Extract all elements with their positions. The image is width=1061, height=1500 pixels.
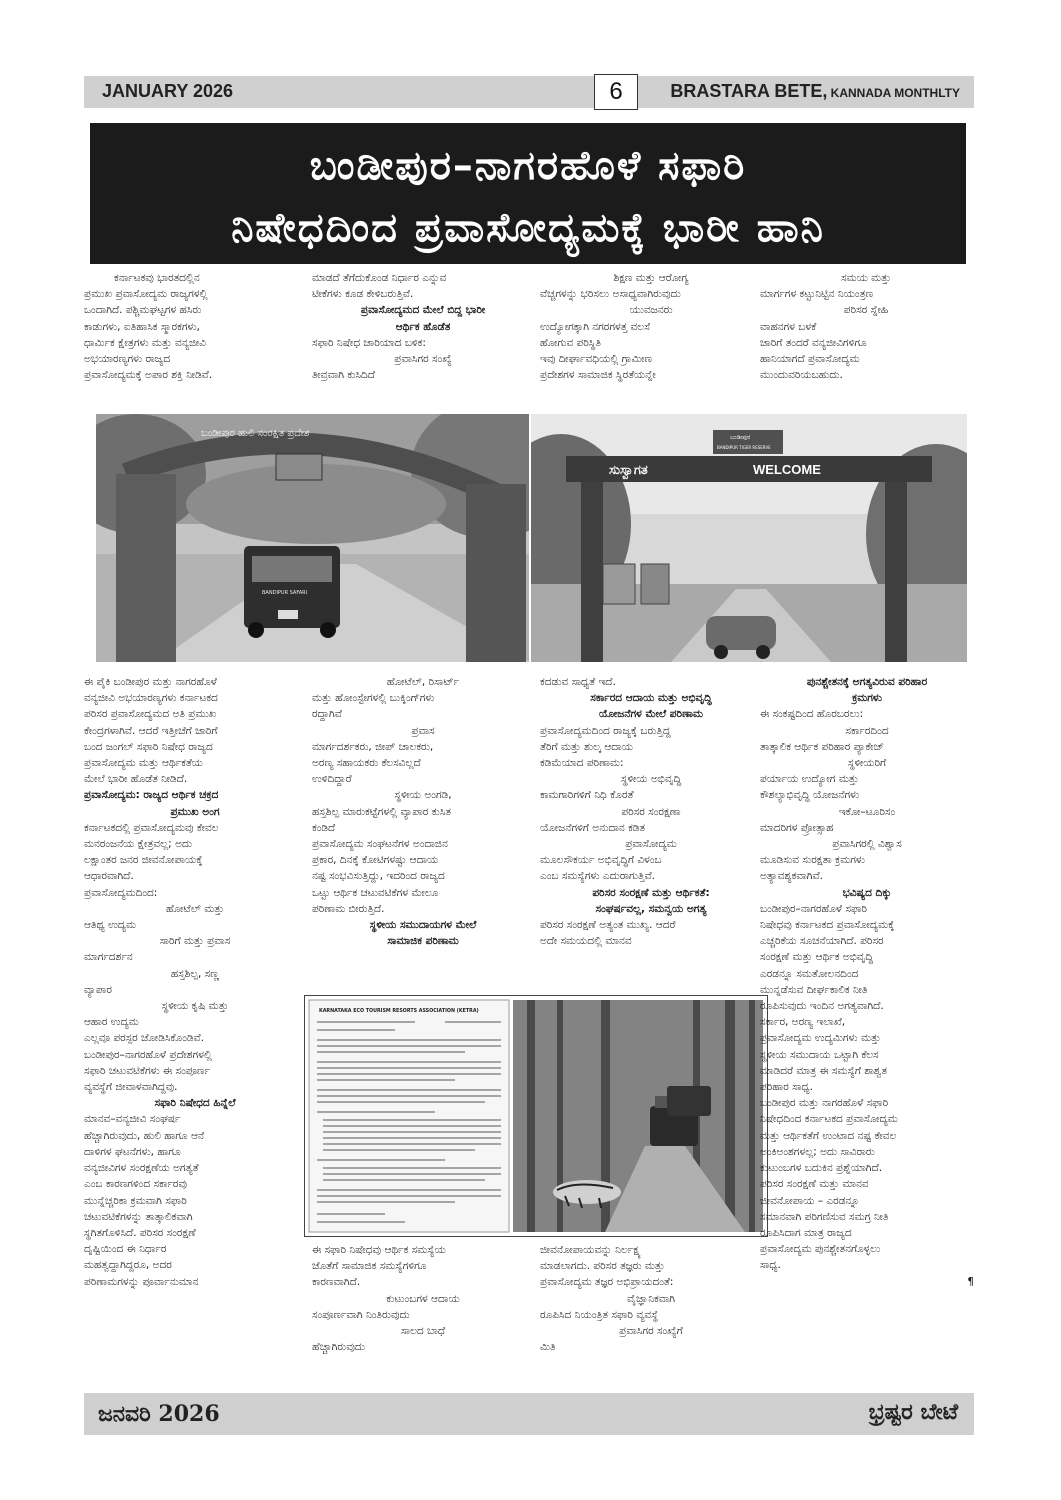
text-line: ಶಿಕ್ಷಣ ಮತ್ತು ಆರೋಗ್ಯ <box>613 272 689 284</box>
text-line: ಆಧಾರವಾಗಿದೆ. <box>84 870 134 883</box>
text-line: ಪ್ರಕಾರ, ದಿನಕ್ಕೆ ಕೋಟಿಗಳಷ್ಟು ಆದಾಯ <box>312 854 439 867</box>
text-line: ಪ್ರವಾಸಿಗರಲ್ಲಿ ವಿಶ್ವಾಸ <box>832 838 902 851</box>
text-line: ಪ್ರವಾಸೋದ್ಯಮ ಸಂಘಟನೆಗಳ ಅಂದಾಜಿನ <box>312 838 448 851</box>
text-line: ಮಾಡಲಾಗದು. ಪರಿಸರ ತಜ್ಞರು ಮತ್ತು <box>540 1260 665 1273</box>
text-line: ಜಾರಿಗೆ ತಂದರೆ ವನ್ಯಜೀವಿಗಳಿಗೂ <box>760 336 867 349</box>
text-line: ಸ್ಥಳೀಯ ಅಭಿವೃದ್ಧಿ <box>620 773 682 786</box>
gate-top-text: ಬಂಡೀಪುರ <box>730 434 751 441</box>
text-line: ಸ್ಥಳೀಯರಿಗೆ <box>847 757 887 770</box>
text-line: ವಾಹನಗಳ ಬಳಕೆ <box>760 320 817 333</box>
page-number: 6 <box>594 74 638 110</box>
text-line: ಧಾರ್ಮಿಕ ಕ್ಷೇತ್ರಗಳು ಮತ್ತು ವನ್ಯಜೀವಿ <box>84 336 206 349</box>
text-line: ನಿಷೇಧದಿಂದ ಕರ್ನಾಟಕದ ಪ್ರವಾಸೋದ್ಯಮ <box>760 1113 898 1126</box>
text-line: ಪ್ರವಾಸೋದ್ಯಮ ಮತ್ತು ಆರ್ಥಿಕತೆಯ <box>84 757 203 770</box>
text-line: ಪ್ರವಾಸೋದ್ಯಮ ಉದ್ಯಮಿಗಳು ಮತ್ತು <box>760 1032 881 1045</box>
top-column-3 <box>540 270 762 400</box>
text-line: ಬಂಡೀಪುರ ಮತ್ತು ನಾಗರಹೊಳೆ ಸಫಾರಿ <box>760 1097 889 1110</box>
text-line: ಲಕ್ಷಾಂತರ ಜನರ ಜೀವನೋಪಾಯಕ್ಕೆ <box>84 854 203 867</box>
text-line: ಮೂಡಿಸುವ ಸುರಕ್ಷತಾ ಕ್ರಮಗಳು <box>760 854 865 867</box>
header-publication-sub: KANNADA MONTHLTY <box>827 86 960 100</box>
text-line: ಮನರಂಜನೆಯ ಕ್ಷೇತ್ರವಲ್ಲ; ಅದು <box>84 838 193 851</box>
page-footer-bar <box>84 1393 974 1435</box>
text-line: ಕಾರಣವಾಗಿದೆ. <box>312 1276 361 1289</box>
bottom-column-4 <box>760 674 974 1386</box>
text-line: ಮಹತ್ವದ್ದಾಗಿದ್ದರೂ, ಅದರ <box>84 1259 172 1272</box>
text-line: ಪ್ರವಾಸ <box>411 724 435 737</box>
photo-document-and-tiger <box>304 995 768 1237</box>
text-line: ಪ್ರಮುಖ ಪ್ರವಾಸೋದ್ಯಮ ರಾಜ್ಯಗಳಲ್ಲಿ <box>84 288 208 301</box>
text-line: ಕುಟುಂಬಗಳ ಆದಾಯ <box>386 1292 460 1305</box>
text-line: ವೈಜ್ಞಾನಿಕವಾಗಿ <box>627 1292 675 1305</box>
text-line: ಮಾರ್ಗದರ್ಶನ <box>84 951 133 964</box>
text-line: ಸ್ಥಗಿತಗೊಳಿಸಿದೆ. ಪರಿಸರ ಸಂರಕ್ಷಣೆ <box>84 1226 196 1239</box>
text-line: ಯೋಜನೆಗಳಿಗೆ ಅನುದಾನ ಕಡಿತ <box>540 821 645 834</box>
subheading: ಸಾಮಾಜಿಕ ಪರಿಣಾಮ <box>387 935 459 948</box>
subheading: ಆರ್ಥಿಕ ಹೊಡೆತ <box>395 320 451 333</box>
text-line: ಪರಿಣಾಮ ಬೀರುತ್ತಿದೆ. <box>312 902 385 915</box>
header-date: JANUARY 2026 <box>102 81 234 101</box>
text-line: ಅಭಯಾರಣ್ಯಗಳು ರಾಜ್ಯದ <box>84 353 171 366</box>
text-line: ಸಂಪೂರ್ಣವಾಗಿ ನಿಂತಿರುವುದು <box>312 1308 410 1321</box>
text-line: ಜೊತೆಗೆ ಸಾಮಾಜಿಕ ಸಮಸ್ಯೆಗಳಿಗೂ <box>312 1260 427 1273</box>
text-line: ಅಂಕಿಅಂಶಗಳಲ್ಲ; ಅದು ಸಾವಿರಾರು <box>760 1145 875 1158</box>
footer-date: ಜನವರಿ 2026 <box>98 1401 220 1427</box>
text-line: ಈ ಸಫಾರಿ ನಿಷೇಧವು ಆರ್ಥಿಕ ಸಮಸ್ಯೆಯ <box>312 1244 446 1256</box>
text-line: ಮೂಲಸೌಕರ್ಯ ಅಭಿವೃದ್ಧಿಗೆ ವಿಳಂಬ <box>540 854 662 867</box>
text-line: ತೀವ್ರವಾಗಿ ಕುಸಿದಿದೆ <box>312 369 375 382</box>
text-line: ಸಫಾರಿ ನಿಷೇಧ ಜಾರಿಯಾದ ಬಳಿಕ: <box>312 336 426 349</box>
text-line: ದೃಷ್ಟಿಯಿಂದ ಈ ನಿರ್ಧಾರ <box>84 1243 167 1256</box>
subheading: ಕ್ರಮಗಳು <box>852 692 882 705</box>
text-line: ಎರಡನ್ನೂ ಸಮತೋಲನದಿಂದ <box>760 967 859 980</box>
text-line: ಕೌಶಲ್ಯಾಭಿವೃದ್ಧಿ ಯೋಜನೆಗಳು <box>760 789 860 802</box>
subheading: ಸ್ಥಳೀಯ ಸಮುದಾಯಗಳ ಮೇಲೆ <box>369 919 477 932</box>
text-line: ಪ್ರವಾಸೋದ್ಯಮ ಪುನಶ್ಚೇತನಗೊಳ್ಳಲು <box>760 1243 881 1256</box>
text-line: ಹಸ್ತಶಿಲ್ಪ ಮಾರುಕಟ್ಟೆಗಳಲ್ಲಿ ವ್ಯಾಪಾರ ಕುಸಿತ <box>312 805 451 818</box>
text-line: ಪ್ರವಾಸಿಗರ ಸಂಖ್ಯೆಗೆ <box>619 1325 683 1338</box>
text-line: ಮಾರ್ಗಗಳ ಕಟ್ಟುನಿಟ್ಟಿನ ನಿಯಂತ್ರಣ <box>760 288 874 301</box>
text-line: ಅದೇ ಸಮಯದಲ್ಲಿ ಮಾನವ <box>540 935 632 948</box>
text-line: ಹೆಚ್ಚಾಗಿರುವುದು <box>312 1341 365 1354</box>
text-line: ನಿಷೇಧವು ಕರ್ನಾಟಕದ ಪ್ರವಾಸೋದ್ಯಮಕ್ಕೆ <box>760 919 895 932</box>
text-line: ಕರ್ನಾಟಕವು ಭಾರತದಲ್ಲಿನ <box>114 272 200 284</box>
text-line: ಪರಿಣಾಮಗಳನ್ನು ಪೂರ್ವಾನುಮಾನ <box>84 1275 199 1288</box>
text-line: ಮುನ್ನೆಚ್ಚರಿಕಾ ಕ್ರಮವಾಗಿ ಸಫಾರಿ <box>84 1194 187 1207</box>
bottom-column-2 <box>312 674 534 974</box>
text-line: ಎಂಬ ಕಾರಣಗಳಿಂದ ಸರ್ಕಾರವು <box>84 1178 188 1191</box>
text-line: ಟೀಕೆಗಳು ಕೂಡ ಕೇಳಿಬರುತ್ತಿವೆ. <box>312 288 414 301</box>
text-line: ಯುವಜನರು <box>629 304 673 317</box>
text-line: ವನ್ಯಜೀವಿ ಅಭಯಾರಣ್ಯಗಳು ಕರ್ನಾಟಕದ <box>84 692 218 705</box>
text-line: ಪ್ರವಾಸೋದ್ಯಮ <box>625 838 677 851</box>
text-line: ಕಾಡುಗಳು, ಐತಿಹಾಸಿಕ ಸ್ಮಾರಕಗಳು, <box>84 320 200 333</box>
text-line: ಮೇಲೆ ಭಾರೀ ಹೊಡೆತ ನೀಡಿದೆ. <box>84 773 188 786</box>
text-line: ಹೋಟೆಲ್ ಮತ್ತು <box>165 902 225 915</box>
text-line: ರೂಪಿಸಿದ ನಿಯಂತ್ರಿತ ಸಫಾರಿ ವ್ಯವಸ್ಥೆ <box>540 1308 659 1321</box>
text-line: ಸ್ಥಳೀಯ ಅಂಗಡಿ, <box>394 789 452 802</box>
text-line: ನಷ್ಟ ಸಂಭವಿಸುತ್ತಿದ್ದು, ಇದರಿಂದ ರಾಜ್ಯದ <box>312 870 445 883</box>
text-line: ಉದ್ಯೋಗಕ್ಕಾಗಿ ನಗರಗಳತ್ತ ವಲಸೆ <box>540 320 651 333</box>
text-line: ಪ್ರದೇಶಗಳ ಸಾಮಾಜಿಕ ಸ್ಥಿರತೆಯನ್ನೇ <box>540 369 656 382</box>
welcome-gate-illustration <box>531 414 967 662</box>
text-line: ಮತ್ತು ಆರ್ಥಿಕತೆಗೆ ಉಂಟಾದ ನಷ್ಟ ಕೇವಲ <box>760 1129 897 1142</box>
page-header-bar <box>84 76 974 108</box>
text-line: ಬಂಡೀಪುರ–ನಾಗರಹೊಳೆ ಪ್ರದೇಶಗಳಲ್ಲಿ <box>84 1048 212 1061</box>
text-line: ಸಾಲದ ಬಾಧೆ <box>400 1325 446 1338</box>
headline-line-2: ನಿಷೇಧದಿಂದ ಪ್ರವಾಸೋದ್ಯಮಕ್ಕೆ ಭಾರೀ ಹಾನಿ <box>231 205 825 251</box>
text-line: ಸಮಾನವಾಗಿ ಪರಿಗಣಿಸುವ ಸಮಗ್ರ ನೀತಿ <box>760 1210 889 1223</box>
text-line: ಜೀವನೋಪಾಯವನ್ನು ನಿರ್ಲಕ್ಷ್ಯ <box>540 1244 641 1256</box>
text-line: ಸರ್ಕಾರದಿಂದ <box>845 724 889 737</box>
text-line: ಸಾರಿಗೆ ಮತ್ತು ಪ್ರವಾಸ <box>159 935 231 948</box>
text-line: ವ್ಯಾಪಾರ <box>84 983 112 996</box>
text-line: ಸಮಯ ಮತ್ತು <box>841 272 891 284</box>
text-line: ಸಂರಕ್ಷಣೆ ಮತ್ತು ಆರ್ಥಿಕ ಅಭಿವೃದ್ಧಿ <box>760 951 874 964</box>
text-line: ಸಫಾರಿ ಚಟುವಟಿಕೆಗಳು ಈ ಸಂಪೂರ್ಣ <box>84 1064 210 1077</box>
text-line: ವ್ಯವಸ್ಥೆಗೆ ಜೀವಾಳವಾಗಿದ್ದವು. <box>84 1081 178 1094</box>
gate-kannada-welcome: ಸುಸ್ವಾಗತ <box>609 463 648 478</box>
text-line: ಪ್ರವಾಸೋದ್ಯಮಕ್ಕೆ ಅಪಾರ ಶಕ್ತಿ ನೀಡಿವೆ. <box>84 369 213 382</box>
subheading: ಸಂಘರ್ಷವಲ್ಲ, ಸಮನ್ವಯ ಅಗತ್ಯ <box>595 902 707 915</box>
text-line: ತಾತ್ಕಾಲಿಕ ಆರ್ಥಿಕ ಪರಿಹಾರ ಪ್ಯಾಕೇಜ್ <box>760 740 885 753</box>
subheading: ಪ್ರಮುಖ ಅಂಗ <box>170 805 220 818</box>
text-line: ಅರಣ್ಯ ಸಹಾಯಕರು ಕೆಲಸವಿಲ್ಲದೆ <box>312 757 421 770</box>
text-line: ಈ ಸಂಕಷ್ಟದಿಂದ ಹೊರಬರಲು: <box>760 708 864 721</box>
text-line: ಬಂದ ಜಂಗಲ್ ಸಫಾರಿ ನಿಷೇಧ ರಾಜ್ಯದ <box>84 740 213 753</box>
top-column-1 <box>84 270 306 400</box>
bottom-column-3-lower <box>540 1242 762 1387</box>
text-line: ಎಲ್ಲವೂ ಪರಸ್ಪರ ಜೋಡಿಸಿಕೊಂಡಿವೆ. <box>84 1032 205 1045</box>
subheading: ಯೋಜನೆಗಳ ಮೇಲೆ ಪರಿಣಾಮ <box>598 708 703 721</box>
text-line: ಮಾದರಿಗಳ ಪ್ರೋತ್ಸಾಹ <box>760 821 834 834</box>
subheading: ಸರ್ಕಾರದ ಆದಾಯ ಮತ್ತು ಅಭಿವೃದ್ಧಿ <box>590 692 712 705</box>
bottom-column-2-lower <box>312 1242 534 1387</box>
document-heading: KARNATAKA ECO TOURISM RESORTS ASSOCIATION (KETRA) <box>319 1009 479 1014</box>
text-line: ಮತ್ತು ಹೋಂಸ್ಟೇಗಳಲ್ಲಿ ಬುಕ್ಕಿಂಗ್‌ಗಳು <box>312 692 435 705</box>
headline-line-1: ಬಂಡೀಪುರ–ನಾಗರಹೊಳೆ ಸಫಾರಿ <box>309 143 747 189</box>
text-line: ಮಾನವ–ವನ್ಯಜೀವಿ ಸಂಘರ್ಷ <box>84 1113 181 1126</box>
text-line: ಕಡಿಮೆಯಾದ ಪರಿಣಾಮ: <box>540 757 624 770</box>
text-line: ಪರ್ಯಾಯ ಉದ್ಯೋಗ ಮತ್ತು <box>760 773 859 786</box>
arch-sign-text: ಬಂಡೀಪುರ ಹುಲಿ ಸಂರಕ್ಷಿತ ಪ್ರದೇಶ <box>201 428 310 439</box>
text-line: ಆಹಾರ ಉದ್ಯಮ <box>84 1016 139 1029</box>
text-line: ಪರಿಸರ ಪ್ರವಾಸೋದ್ಯಮದ ಅತಿ ಪ್ರಮುಖ <box>84 708 217 721</box>
text-line: ಬಂಡೀಪುರ–ನಾಗರಹೊಳೆ ಸಫಾರಿ <box>760 902 867 915</box>
text-line: ಕಾಮಗಾರಿಗಳಿಗೆ ನಿಧಿ ಕೊರತೆ <box>540 789 634 802</box>
text-line: ಹಸ್ತಶಿಲ್ಪ, ಸಣ್ಣ <box>170 967 220 980</box>
text-line: ಪರಿಸರ ಸಂರಕ್ಷಣೆ ಅತ್ಯಂತ ಮುಖ್ಯ. ಆದರೆ <box>540 919 676 932</box>
text-line: ಕುಟುಂಬಗಳ ಬದುಕಿನ ಪ್ರಶ್ನೆಯಾಗಿದೆ. <box>760 1162 883 1175</box>
subheading: ಭವಿಷ್ಯದ ದಿಕ್ಕು <box>842 886 892 899</box>
text-line: ಸಾಧ್ಯ. <box>760 1259 781 1272</box>
subheading: ಸಫಾರಿ ನಿಷೇಧದ ಹಿನ್ನೆಲೆ <box>154 1097 236 1110</box>
text-line: ರೂಪಿಸುವುದು ಇಂದಿನ ಅಗತ್ಯವಾಗಿದೆ. <box>760 1000 884 1013</box>
gate-top-en-text: BANDIPUR TIGER RESERVE <box>717 445 771 450</box>
text-line: ಉಳಿದಿದ್ದಾರೆ <box>312 773 352 786</box>
text-line: ಇವು ದೀರ್ಘಾವಧಿಯಲ್ಲಿ ಗ್ರಾಮೀಣ <box>540 353 652 366</box>
photo-welcome-gate <box>531 414 967 662</box>
text-line: ಕರ್ನಾಟಕದಲ್ಲಿ ಪ್ರವಾಸೋದ್ಯಮವು ಕೇವಲ <box>84 821 219 834</box>
forest-gate-illustration <box>96 414 529 662</box>
text-line: ಪ್ರವಾಸೋದ್ಯಮ ತಜ್ಞರ ಅಭಿಪ್ರಾಯದಂತೆ: <box>540 1276 674 1289</box>
subheading: ಪ್ರವಾಸೋದ್ಯಮದ ಮೇಲೆ ಬಿದ್ದ ಭಾರೀ <box>360 304 486 317</box>
text-line: ಚಟುವಟಿಕೆಗಳನ್ನು ತಾತ್ಕಾಲಿಕವಾಗಿ <box>84 1210 193 1223</box>
text-line: ಮುನ್ನಡೆಸುವ ದೀರ್ಘಕಾಲಿಕ ನೀತಿ <box>760 983 868 996</box>
text-line: ಸ್ಥಳೀಯ ಸಮುದಾಯ ಒಟ್ಟಾಗಿ ಕೆಲಸ <box>760 1048 879 1061</box>
bottom-column-3 <box>540 674 762 974</box>
text-line: ಹಾನಿಯಾಗದೆ ಪ್ರವಾಸೋದ್ಯಮ <box>760 353 860 366</box>
text-line: ಆತಿಥ್ಯ ಉದ್ಯಮ <box>84 919 137 932</box>
text-line: ಜೀವನೋಪಾಯ – ಎರಡನ್ನೂ <box>760 1194 860 1207</box>
text-line: ತೆರಿಗೆ ಮತ್ತು ಶುಲ್ಕ ಆದಾಯ <box>540 740 633 753</box>
subheading: ಪ್ರವಾಸೋದ್ಯಮ: ರಾಜ್ಯದ ಆರ್ಥಿಕ ಚಕ್ರದ <box>84 789 219 802</box>
text-line: ಇಕೋ–ಟೂರಿಸಂ <box>838 805 896 818</box>
text-line: ರದ್ದಾಗಿವೆ <box>312 708 342 721</box>
subheading: ಪರಿಸರ ಸಂರಕ್ಷಣೆ ಮತ್ತು ಆರ್ಥಿಕತೆ: <box>592 886 710 899</box>
text-line: ಈ ಪೈಕಿ ಬಂಡೀಪುರ ಮತ್ತು ನಾಗರಹೊಳೆ <box>84 676 217 688</box>
text-line: ಪ್ರವಾಸೋದ್ಯಮದಿಂದ ರಾಜ್ಯಕ್ಕೆ ಬರುತ್ತಿದ್ದ <box>540 724 671 737</box>
text-line: ಪ್ರವಾಸೋದ್ಯಮದಿಂದ: <box>84 886 158 899</box>
subheading: ಪುನಶ್ಚೇತನಕ್ಕೆ ಅಗತ್ಯವಿರುವ ಪರಿಹಾರ <box>806 676 928 688</box>
headline-block <box>90 123 966 264</box>
document-tiger-illustration <box>305 996 767 1236</box>
text-line: ಪ್ರವಾಸಿಗರ ಸಂಖ್ಯೆ <box>394 353 452 366</box>
text-line: ಹೆಚ್ಚಾಗಿರುವುದು, ಹುಲಿ ಹಾಗೂ ಆನೆ <box>84 1129 205 1142</box>
text-line: ದಾಳಿಗಳ ಘಟನೆಗಳು, ಹಾಗೂ <box>84 1145 181 1158</box>
text-line: ಪರಿಸರ ಸಂರಕ್ಷಣೆ ಮತ್ತು ಮಾನವ <box>760 1178 869 1191</box>
text-line: ಕಂಡಿದೆ <box>312 821 336 834</box>
text-line: ವೆಚ್ಚಗಳನ್ನು ಭರಿಸಲು ಅಸಾಧ್ಯವಾಗಿರುವುದು <box>540 288 681 301</box>
gate-english-welcome: WELCOME <box>753 462 821 477</box>
text-line: ಮಾಡದೆ ತೆಗೆದುಕೊಂಡ ನಿರ್ಧಾರ ಎನ್ನುವ <box>312 272 447 284</box>
text-line: ಹೋಟೆಲ್, ರಿಸಾರ್ಟ್ <box>386 676 460 688</box>
text-line: ಒಂದಾಗಿದೆ. ಪಶ್ಚಿಮಘಟ್ಟಗಳ ಹಸಿರು <box>84 304 202 317</box>
text-line: ಮಿತಿ <box>540 1341 556 1354</box>
text-line: ಸರ್ಕಾರ, ಅರಣ್ಯ ಇಲಾಖೆ, <box>760 1016 846 1029</box>
text-line: ಪರಿಹಾರ ಸಾಧ್ಯ. <box>760 1081 814 1094</box>
text-line: ಸ್ಥಳೀಯ ಕೃಷಿ ಮತ್ತು <box>161 1000 229 1013</box>
bus-label-text: BANDIPUR SAFARI <box>262 590 308 596</box>
header-publication-name: BRASTARA BETE, <box>670 81 828 101</box>
photo-forest-gate-bus <box>96 414 529 662</box>
text-line: ಪರಿಸರ ಸ್ನೇಹಿ <box>843 304 889 317</box>
top-column-4 <box>760 270 972 400</box>
end-mark: ¶ <box>967 1275 974 1288</box>
bottom-column-1 <box>84 674 306 1386</box>
text-line: ಅತ್ಯಾವಶ್ಯಕವಾಗಿವೆ. <box>760 870 823 883</box>
text-line: ಕದಡುವ ಸಾಧ್ಯತೆ ಇದೆ. <box>540 676 616 688</box>
text-line: ಹೋಗುವ ಪರಿಸ್ಥಿತಿ <box>540 336 601 349</box>
text-line: ಪರಿಸರ ಸಂರಕ್ಷಣಾ <box>621 805 681 818</box>
header-publication <box>670 81 960 102</box>
footer-masthead: ಭ್ರಷ್ಟರ ಬೇಟೆ <box>868 1399 958 1425</box>
text-line: ಮಾರ್ಗದರ್ಶಕರು, ಜೀಪ್ ಚಾಲಕರು, <box>312 740 434 753</box>
text-line: ಕೇಂದ್ರಗಳಾಗಿವೆ. ಆದರೆ ಇತ್ತೀಚೆಗೆ ಜಾರಿಗೆ <box>84 724 218 737</box>
text-line: ಮಾಡಿದರೆ ಮಾತ್ರ ಈ ಸಮಸ್ಯೆಗೆ ಶಾಶ್ವತ <box>760 1064 887 1077</box>
text-line: ಎಂಬ ಸಮಸ್ಯೆಗಳು ಎದುರಾಗುತ್ತಿವೆ. <box>540 870 656 883</box>
text-line: ಒಟ್ಟು ಆರ್ಥಿಕ ಚಟುವಟಿಕೆಗಳ ಮೇಲೂ <box>312 886 439 899</box>
text-line: ಮುಂದುವರಿಯಬಹುದು. <box>760 369 843 382</box>
text-line: ಎಚ್ಚರಿಕೆಯ ಸೂಚನೆಯಾಗಿದೆ. ಪರಿಸರ <box>760 935 884 948</box>
text-line: ರೂಪಿಸಿದಾಗ ಮಾತ್ರ ರಾಜ್ಯದ <box>760 1226 852 1239</box>
top-column-2 <box>312 270 534 400</box>
text-line: ವನ್ಯಜೀವಿಗಳ ಸಂರಕ್ಷಣೆಯ ಅಗತ್ಯತೆ <box>84 1162 199 1175</box>
